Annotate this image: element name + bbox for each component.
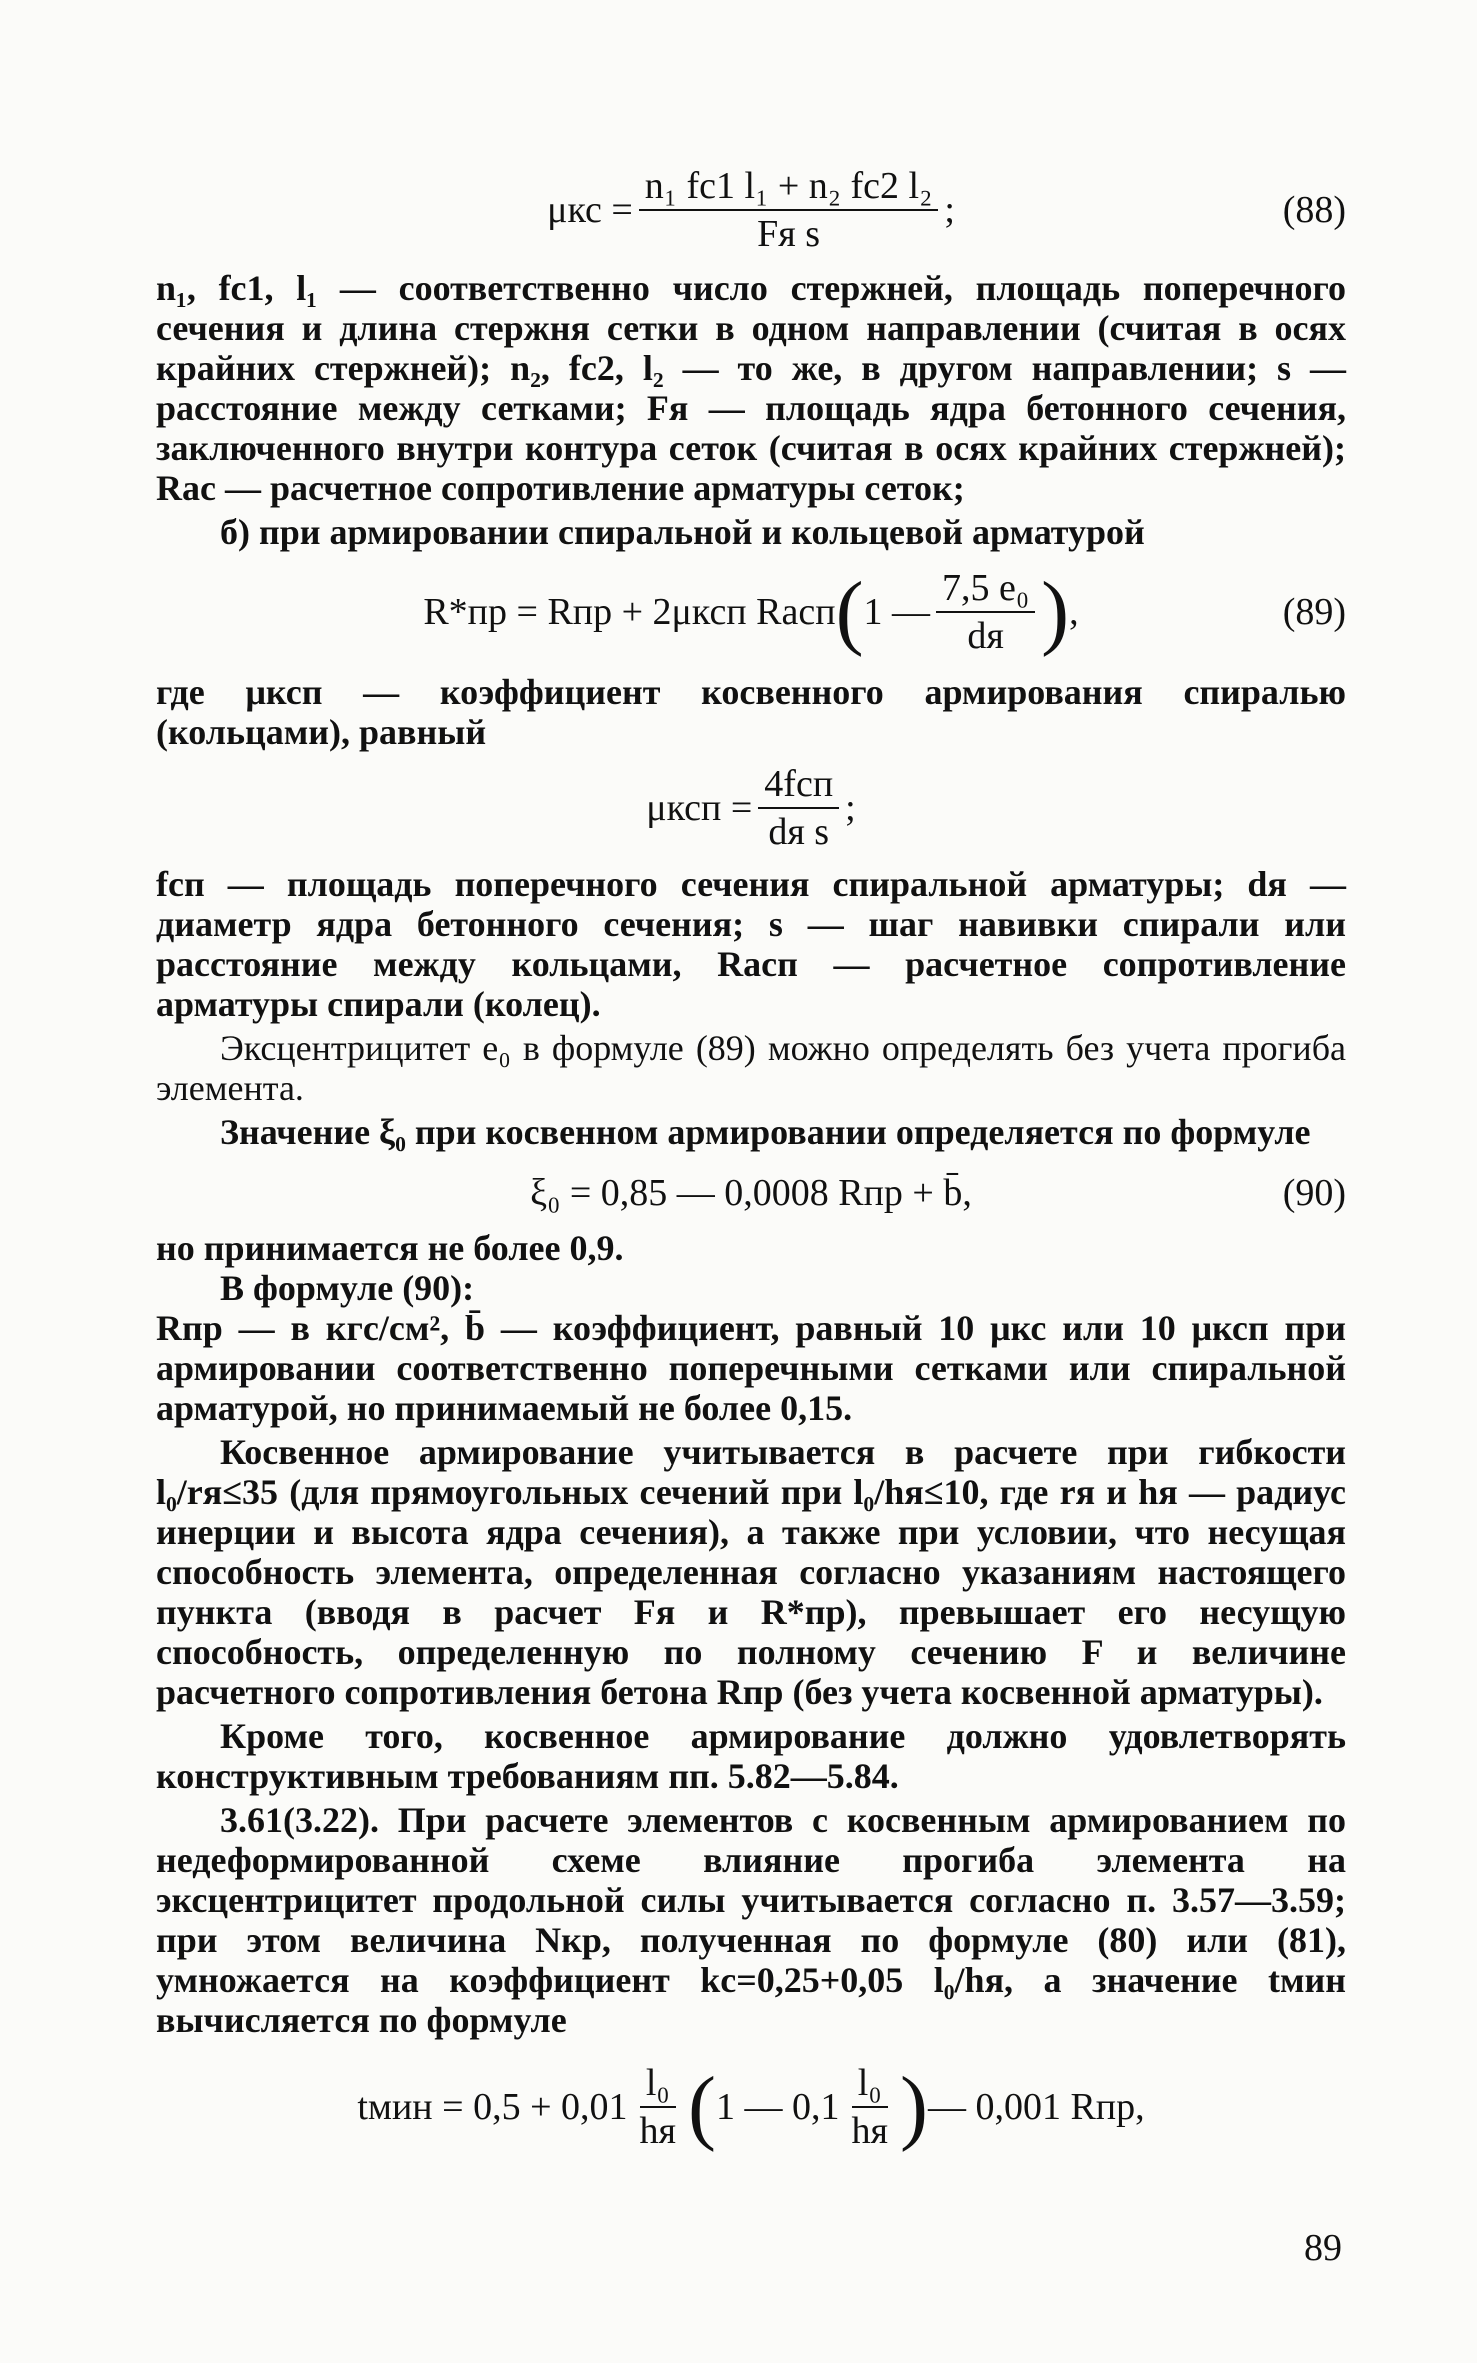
eq88-fraction — [639, 165, 939, 255]
equation-89 — [156, 562, 1346, 662]
page-number: 89 — [1304, 2227, 1342, 2269]
tmin-right-paren: ) — [899, 2060, 928, 2153]
tmin-frac1-denominator: hя — [639, 2110, 676, 2152]
eq89-tail: , — [1069, 591, 1079, 633]
tmin-paren-prefix: 1 — 0,1 — [715, 2086, 840, 2128]
tmin-fraction-2 — [845, 2062, 893, 2152]
indirect-reinforcement-paragraph: Косвенное армирование учитывается в расчете при гибкости l₀/rя≤35 (для прямоугольных сечений при l₀/hя≤10, где rя и hя — радиус инерции и высота ядра сечения), а также при условии, что несущая способность элемента, определенная согласно указаниям настоящего пункта (вводя в расчет Fя и R*пр), превышает его несущую способность, определенную по полному сечению F и величине расчетного сопротивления бетона Rпр (без учета косвенной арматуры). — [156, 1432, 1346, 1712]
eq89-paren-prefix: 1 — — [863, 591, 931, 633]
eq90-number: (90) — [1282, 1172, 1346, 1214]
mu-sp-denominator: dя s — [768, 811, 830, 853]
eq88-denominator: Fя s — [757, 213, 821, 255]
eq89-lhs: R*пр = Rпр + 2μксп Rасп — [423, 591, 836, 633]
tmin-frac2-numerator: l₀ — [852, 2062, 888, 2108]
eq89-number: (89) — [1282, 591, 1346, 633]
besides-paragraph: Кроме того, косвенное армирование должно удовлетворять конструктивным требованиям пп. 5.82—5.84. — [156, 1716, 1346, 1796]
tmin-frac2-denominator: hя — [851, 2110, 888, 2152]
eq88-numerator: n₁ fс1 l₁ + n₂ fс2 l₂ — [639, 165, 939, 211]
equation-tmin — [156, 2052, 1346, 2162]
page-content — [156, 160, 1346, 2162]
eq88-number: (88) — [1282, 189, 1346, 231]
equation-88 — [156, 160, 1346, 260]
eq89-right-paren: ) — [1041, 565, 1070, 658]
mu-sp-fraction — [758, 763, 839, 853]
equation-90 — [156, 1158, 1346, 1228]
eq89-fraction — [936, 567, 1035, 657]
limit-note: но принимается не более 0,9. — [156, 1228, 624, 1268]
tmin-fraction-1 — [634, 2062, 682, 2152]
item-b: б) при армировании спиральной и кольцевой арматурой — [220, 512, 1145, 552]
definitions-88: n₁, fс1, l₁ — соответственно число стержней, площадь поперечного сечения и длина стержня сетки в одном направлении (считая в осях крайних стержней); n₂, fс2, l₂ — то же, в другом направлении; s — расстояние между сетками; Fя — площадь ядра бетонного сечения, заключенного внутри контура сеток (считая в осях крайних стержней); Rас — расчетное сопротивление арматуры сеток; — [156, 268, 1346, 508]
where-89: где μксп — коэффициент косвенного армирования спиралью (кольцами), равный — [156, 672, 1346, 752]
mu-sp-lhs: μксп = — [646, 787, 753, 829]
mu-sp-numerator: 4fсп — [758, 763, 839, 809]
eq89-numerator: 7,5 e₀ — [936, 567, 1035, 613]
eq90-body: ξ₀ = 0,85 — 0,0008 Rпр + b̄, — [530, 1172, 972, 1214]
tmin-tail: — 0,001 Rпр, — [927, 2086, 1145, 2128]
xi-intro: Значение ξ₀ при косвенном армировании определяется по формуле — [220, 1112, 1311, 1152]
eq88-lhs: μкс = — [547, 189, 633, 231]
tmin-frac1-numerator: l₀ — [640, 2062, 676, 2108]
eq88-tail: ; — [944, 189, 955, 231]
section-3-61-paragraph: 3.61(3.22). При расчете элементов с косвенным армированием по недеформированной схеме влияние прогиба элемента на эксцентрицитет продольной силы учитывается согласно п. 3.57—3.59; при этом величина Nкр, полученная по формуле (80) или (81), умножается на коэффициент kс=0,25+0,05 l₀/hя, а значение tмин вычисляется по формуле — [156, 1800, 1346, 2040]
tmin-lhs: tмин = 0,5 + 0,01 — [357, 2086, 628, 2128]
definitions-sp: fсп — площадь поперечного сечения спиральной арматуры; dя — диаметр ядра бетонного сечения; s — шаг навивки спирали или расстояние между кольцами, Rасп — расчетное сопротивление арматуры спирали (колец). — [156, 864, 1346, 1024]
eq89-left-paren: ( — [835, 565, 864, 658]
mu-sp-tail: ; — [845, 787, 856, 829]
tmin-left-paren: ( — [687, 2060, 716, 2153]
equation-mu-sp — [156, 758, 1346, 858]
eq89-denominator: dя — [967, 615, 1004, 657]
rpr-definition: Rпр — в кгс/см², b̄ — коэффициент, равный 10 μкс или 10 μксп при армировании соответственно поперечными сетками или спиральной арматурой, но принимаемый не более 0,15. — [156, 1308, 1346, 1428]
eccentricity-note: Эксцентрицитет e₀ в формуле (89) можно определять без учета прогиба элемента. — [156, 1028, 1346, 1108]
in-formula-label: В формуле (90): — [220, 1268, 475, 1308]
